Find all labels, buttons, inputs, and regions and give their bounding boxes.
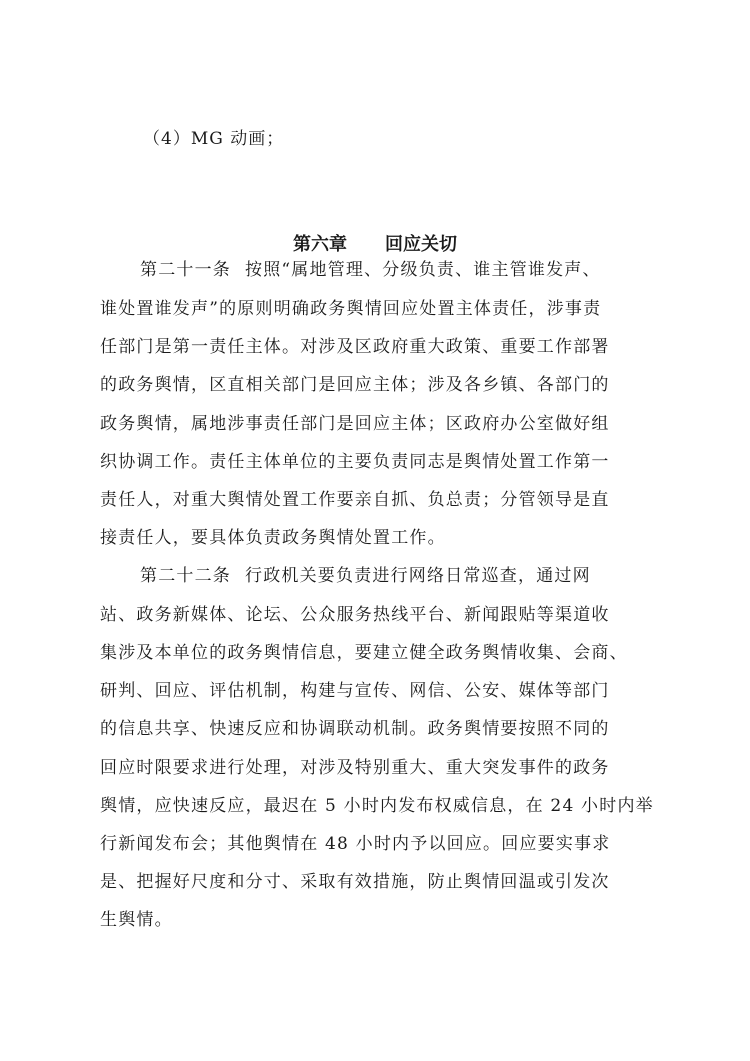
paragraph-line: 舆情，应快速反应，最迟在 5 小时内发布权威信息，在 24 小时内举 bbox=[100, 796, 654, 816]
paragraph-line: 回应时限要求进行处理，对涉及特别重大、重大突发事件的政务 bbox=[100, 758, 610, 778]
article-22-first-line: 第二十二条 行政机关要负责进行网络日常巡查，通过网 bbox=[140, 566, 591, 586]
chapter-number: 第六章 bbox=[293, 234, 347, 255]
paragraph-line: 行新闻发布会；其他舆情在 48 小时内予以回应。回应要实事求 bbox=[100, 834, 611, 854]
paragraph-line: 接责任人，要具体负责政务舆情处置工作。 bbox=[100, 528, 446, 548]
paragraph-line: 的政务舆情，区直相关部门是回应主体；涉及各乡镇、各部门的 bbox=[100, 375, 610, 395]
article-22-label: 第二十二条 bbox=[140, 566, 231, 586]
paragraph-line: 集涉及本单位的政务舆情信息，要建立健全政务舆情收集、会商、 bbox=[100, 643, 628, 663]
chapter-heading bbox=[0, 230, 750, 256]
paragraph-line: 的信息共享、快速反应和协调联动机制。政务舆情要按照不同的 bbox=[100, 719, 610, 739]
paragraph-line: 政务舆情，属地涉事责任部门是回应主体；区政府办公室做好组 bbox=[100, 414, 610, 434]
paragraph-line: 研判、回应、评估机制，构建与宣传、网信、公安、媒体等部门 bbox=[100, 681, 610, 701]
paragraph-line: 是、把握好尺度和分寸、采取有效措施，防止舆情回温或引发次 bbox=[100, 872, 610, 892]
paragraph-line: 站、政务新媒体、论坛、公众服务热线平台、新闻跟贴等渠道收 bbox=[100, 605, 610, 625]
article-21-label: 第二十一条 bbox=[140, 260, 231, 280]
paragraph-line: 任部门是第一责任主体。对涉及区政府重大政策、重要工作部署 bbox=[100, 337, 610, 357]
chapter-title: 回应关切 bbox=[385, 234, 457, 255]
article-21-first-line: 第二十一条 按照“属地管理、分级负责、谁主管谁发声、 bbox=[140, 260, 601, 280]
paragraph-line: 生舆情。 bbox=[100, 910, 173, 930]
paragraph-line: 谁处置谁发声”的原则明确政务舆情回应处置主体责任，涉事责 bbox=[100, 299, 602, 319]
paragraph-line: 织协调工作。责任主体单位的主要负责同志是舆情处置工作第一 bbox=[100, 452, 610, 472]
list-item-mg-animation: （4）MG 动画； bbox=[143, 129, 285, 149]
paragraph-line: 责任人，对重大舆情处置工作要亲自抓、负总责；分管领导是直 bbox=[100, 490, 610, 510]
